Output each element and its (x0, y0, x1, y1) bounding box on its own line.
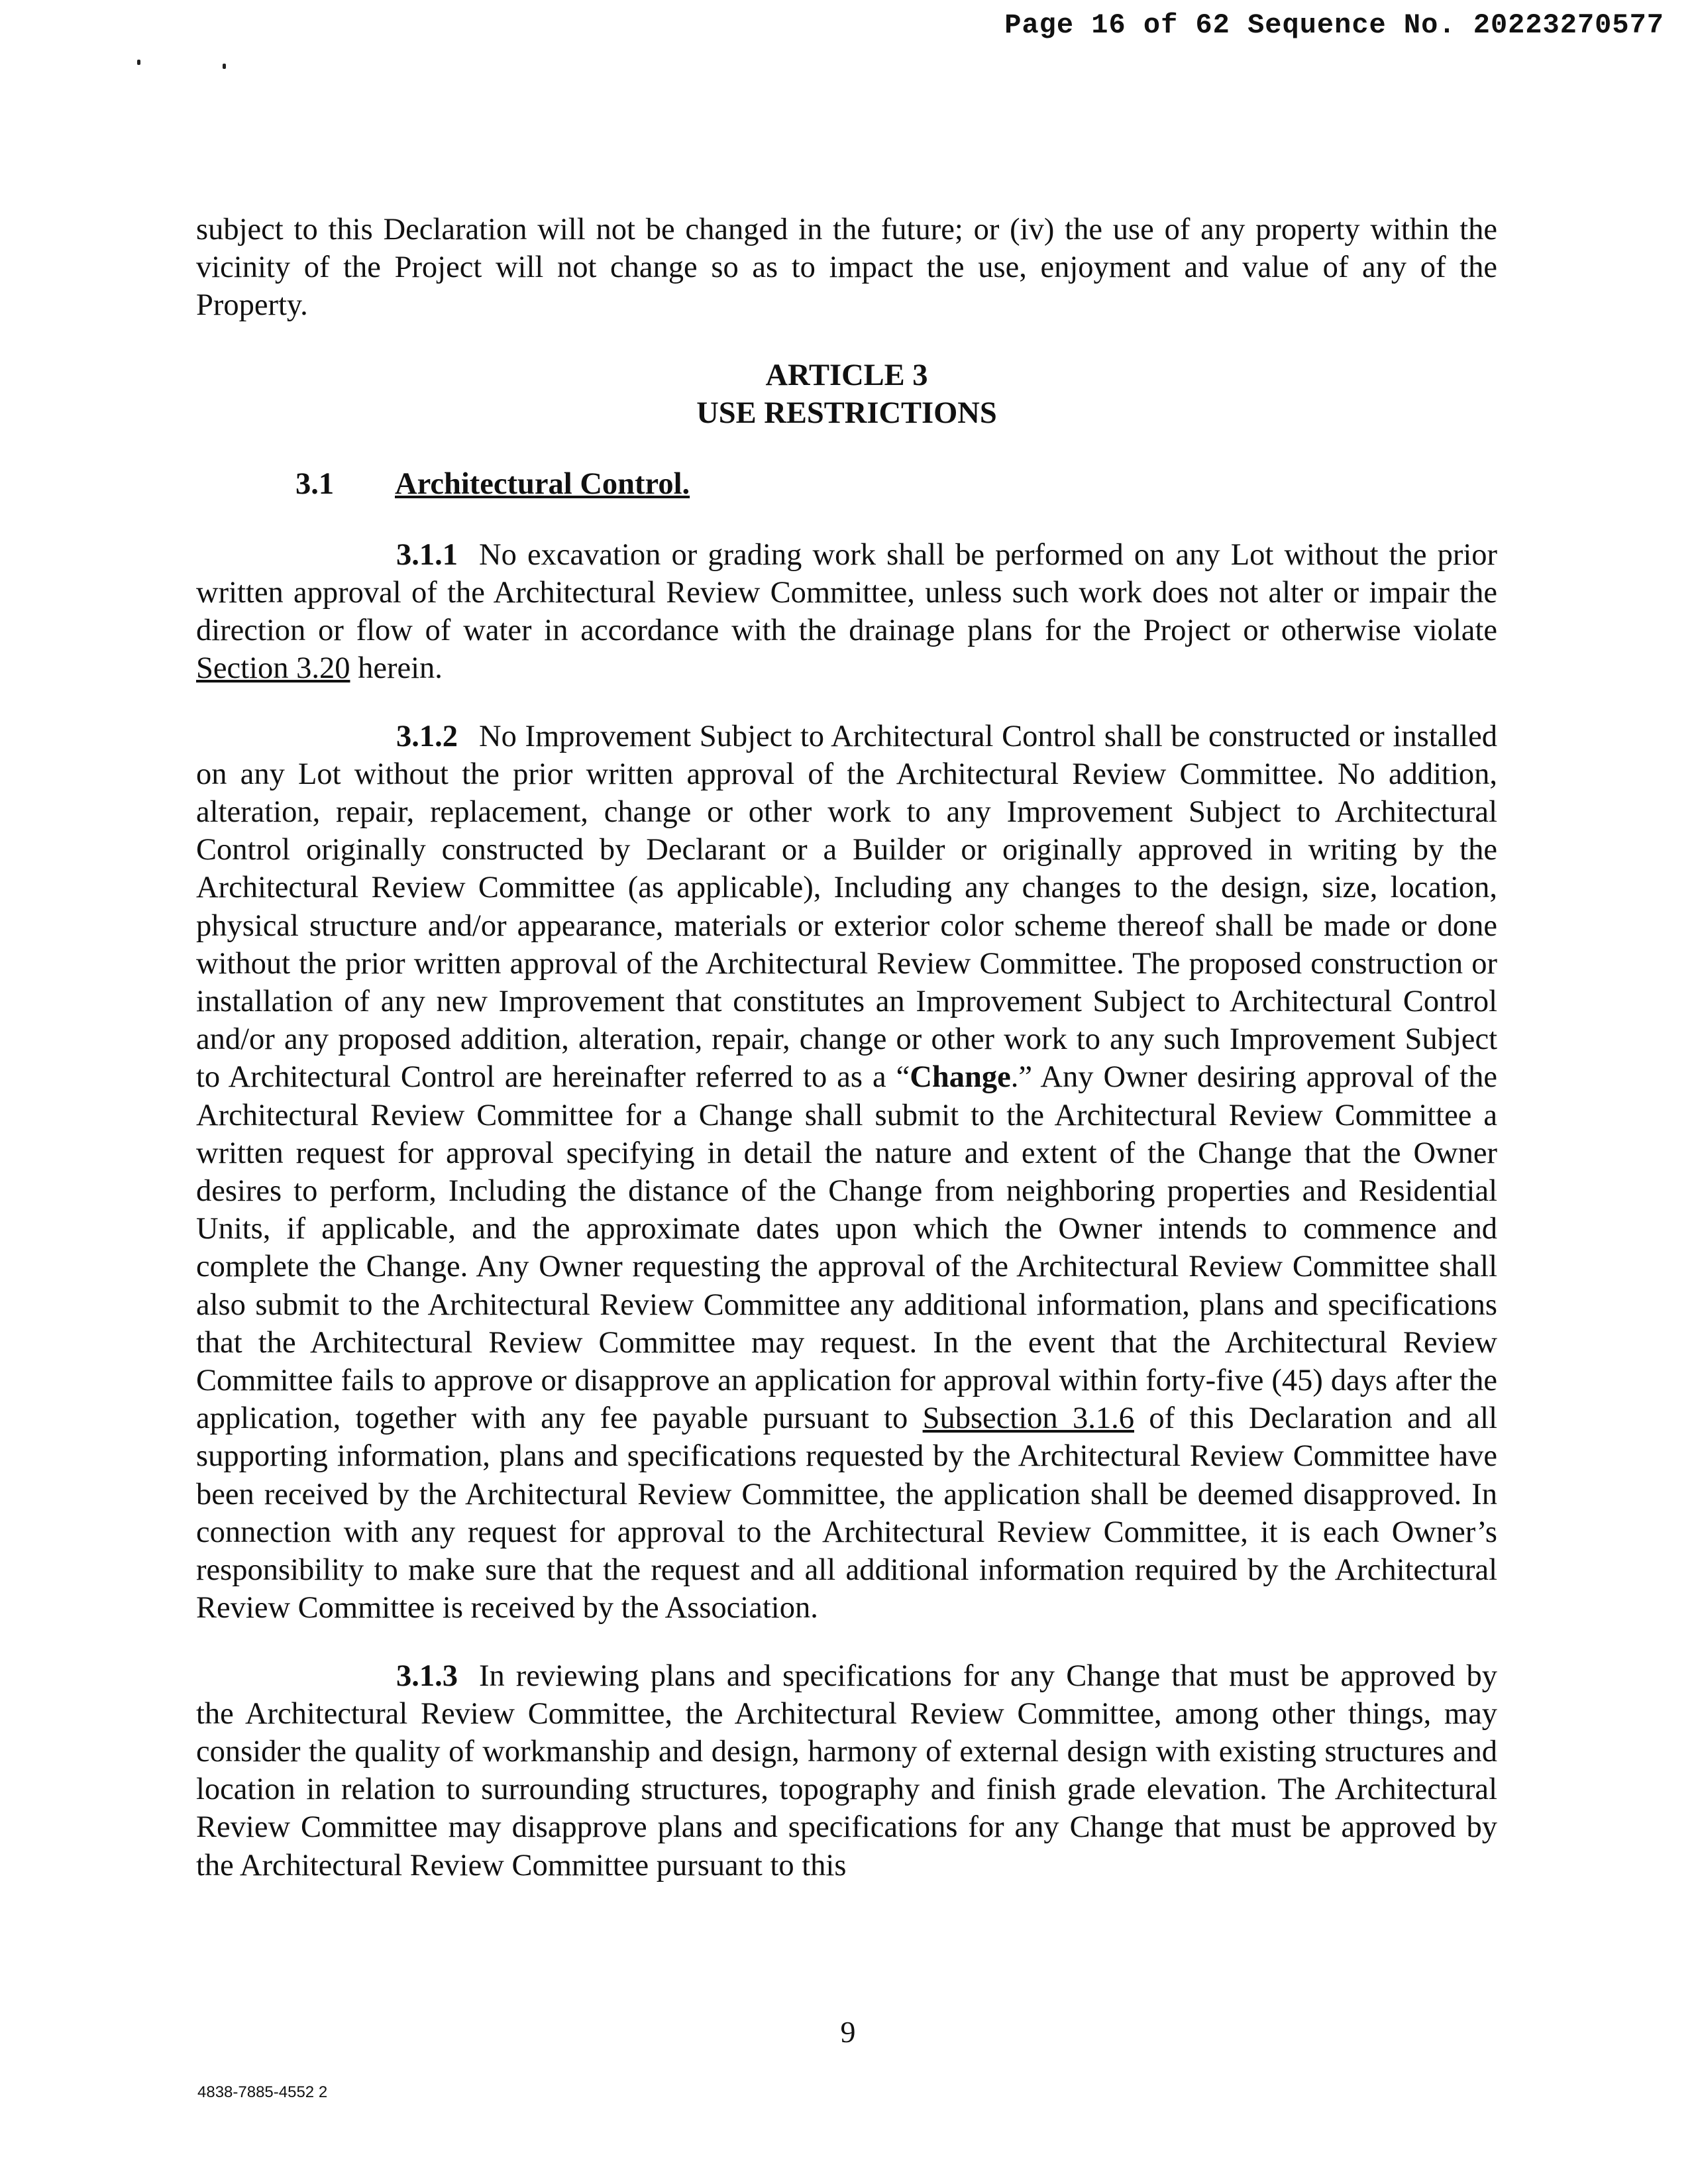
article-number: ARTICLE 3 (765, 358, 928, 392)
section-reference-link[interactable]: Section 3.20 (196, 651, 350, 686)
page-sequence-stamp: Page 16 of 62 Sequence No. 20223270577 (1004, 9, 1664, 41)
defined-term: Change (910, 1060, 1011, 1095)
section-title: Architectural Control. (395, 466, 690, 501)
document-id: 4838-7885-4552 2 (197, 2083, 328, 2101)
subsection-number: 3.1.3 (396, 1659, 458, 1693)
subsection-number: 3.1.2 (396, 719, 458, 753)
paragraph-text: .” Any Owner desiring approval of the Architectural Review Committee for a Change shall submit to the Architectural Review Committee a written request for approval specifying in detail the nature and extent of the Change that the Owner desires to perform, Including the distance of the Change from neighboring properties and Residential Units, if applicable, and the approximate dates upon which the Owner intends to commence and complete the Change. Any Owner requesting the approval of the Architectural Review Committee shall also submit to the Architectural Review Committee any additional information, plans and specifications that the Architectural Review Committee may request. In the event that the Architectural Review Committee fails to approve or disapprove an application for approval within forty-five (45) days after the application, together with any fee payable pursuant to (196, 1060, 1497, 1436)
scan-speck (223, 64, 226, 69)
article-heading (196, 356, 1497, 432)
continuation-paragraph: subject to this Declaration will not be changed in the future; or (iv) the use of any property within the vicinity of the Project will not change so as to impact the use, enjoyment and value of any of the Property. (196, 213, 1497, 323)
paragraph-3-1-1 (196, 536, 1497, 688)
paragraph-3-1-3 (196, 1657, 1497, 1884)
paragraph-3-1-2 (196, 718, 1497, 1627)
scan-speck (137, 60, 140, 65)
section-heading (196, 465, 1497, 503)
paragraph-text: No Improvement Subject to Architectural Control shall be constructed or installed on any Lot without the prior written approval of the Architectural Review Committee. No addition, alteration, repair, replacement, change or other work to any Improvement Subject to Architectural Control originally constructed by Declarant or a Builder or originally approved in writing by the Architectural Review Committee (as applicable), Including any changes to the design, size, location, physical structure and/or appearance, materials or exterior color scheme thereof shall be made or done without the prior written approval of the Architectural Review Committee. The proposed construction or installation of any new Improvement that constitutes an Improvement Subject to Architectural Control and/or any proposed addition, alteration, repair, change or other work to any such Improvement Subject to Architectural Control are hereinafter referred to as a “ (196, 719, 1497, 1095)
paragraph-text: No excavation or grading work shall be performed on any Lot without the prior written approval of the Architectural Review Committee, unless such work does not alter or impair the direction or flow of water in accordance with the drainage plans for the Project or otherwise violate (196, 537, 1497, 648)
article-title: USE RESTRICTIONS (696, 396, 997, 430)
paragraph-text: of this Declaration and all supporting information, plans and specifications requested by the Architectural Review Committee have been received by the Architectural Review Committee, the application shall be deemed disapproved. In connection with any request for approval to the Architectural Review Committee, it is each Owner’s responsibility to make sure that the request and all additional information required by the Architectural Review Committee is received by the Association. (196, 1401, 1498, 1625)
document-body (196, 211, 1497, 1884)
page-number: 9 (840, 2015, 856, 2049)
subsection-number: 3.1.1 (396, 537, 458, 572)
section-number: 3.1 (295, 466, 335, 501)
paragraph-text: herein. (350, 651, 443, 686)
subsection-reference-link[interactable]: Subsection 3.1.6 (922, 1401, 1134, 1436)
paragraph-text: In reviewing plans and specifications for any Change that must be approved by the Architectural Review Committee, the Architectural Review Committee, among other things, may consider the quality of workmanship and design, harmony of external design with existing structures and location in relation to surrounding structures, topography and finish grade elevation. The Architectural Review Committee may disapprove plans and specifications for any Change that must be approved by the Architectural Review Committee pursuant to this (196, 1659, 1497, 1883)
